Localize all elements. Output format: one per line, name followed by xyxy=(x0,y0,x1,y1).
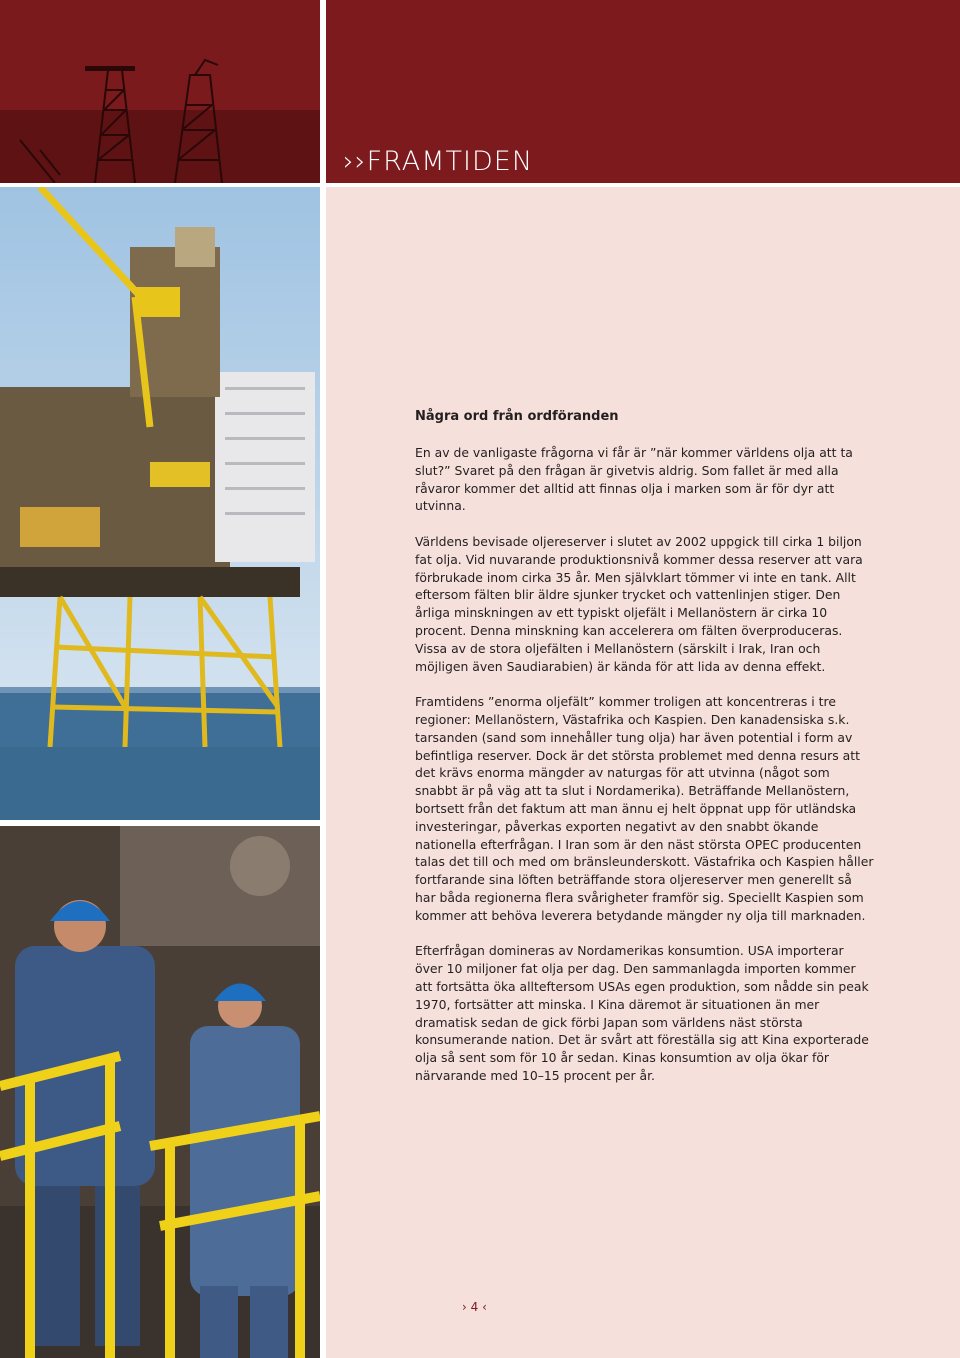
header-divider xyxy=(326,183,960,187)
oil-workers-helmets-icon xyxy=(0,826,320,1358)
article-heading: Några ord från ordföranden xyxy=(415,409,619,424)
page-title: ››FRAMTIDEN xyxy=(343,146,534,177)
article-paragraph: Efterfrågan domineras av Nordamerikas konsumtion. USA importerar över 10 miljoner fat olja per dag. Den sammanlagda importen kommer att fortsätta öka allteftersom USAs egen produktion, som nådde sin peak 1970, fortsätter att minska. I Kina däremot är situationen än mer dramatisk sedan de gick förbi Japan som världens näst största konsumerande nation. Det är svårt att föreställa sig att Kina exporterade olja så sent som för 10 år sedan. Kinas konsumtion av olja ökar för närvarande med 10–15 procent per år. xyxy=(415,943,869,1083)
article-paragraph: Framtidens ”enorma oljefält” kommer troligen att koncentreras i tre regioner: Mellanöstern, Västafrika och Kaspien. Den kanadensiska s.k. tarsanden (sand som innehåller tung olja) har även potential i form av befintliga reserver. Dock är det största problemet med denna resurs att det krävs enorma mängder av naturgas för att utvinna (något som snabbt är på väg att ta slut i Nordamerika). Beträffande Mellanöstern, bortsett från det faktum att man ännu ej helt öppnat upp för utländska investeringar, påverkas exporten negativt av den snabbt ökande nationella efterfrågan. I Iran som är den näst största OPEC producenten talas det till och med om bränsleunderskott. Västafrika och Kaspien håller fortfarande sina löften beträffande stora oljereserver men generellt så har båda regionerna flera svårigheter framför sig. Speciellt Kaspien som kommer att behöva leverera betydande mängder ny olja till marknaden. xyxy=(415,694,874,923)
article-paragraph: Världens bevisade oljereserver i slutet av 2002 uppgick till cirka 1 biljon fat olja. Vid nuvarande produktionsnivå kommer dessa reserver att vara förbrukade inom cirka 35 år. Men självklart tömmer vi inte en tank. Allt eftersom fälten blir äldre sjunker trycket och vattenlinjen stiger. Den årliga minskningen av ett typiskt oljefält i Mellanöstern är cirka 10 procent. Denna minskning kan accelerera om fälten överproduceras. Vissa av de stora oljefälten i Mellanöstern (särskilt i Irak, Iran och möjligen även Saudiarabien) är kända för att lida av denna effekt. xyxy=(415,533,863,674)
column-gutter xyxy=(320,0,326,1358)
offshore-platform-icon xyxy=(0,187,320,820)
oil-derrick-silhouette-icon xyxy=(0,0,320,183)
page-number: › 4 ‹ xyxy=(462,1300,487,1314)
article-paragraph: En av de vanligaste frågorna vi får är ”när kommer världens olja att ta slut?” Svaret på den frågan är givetvis aldrig. Som fallet är med alla råvaror kommer det alltid att finnas olja i marken som är för dyr att utvinna. xyxy=(415,445,853,514)
oil-platform-image xyxy=(0,187,320,820)
article xyxy=(415,408,875,1102)
oil-rig-top-image xyxy=(0,0,320,183)
workers-image xyxy=(0,826,320,1358)
